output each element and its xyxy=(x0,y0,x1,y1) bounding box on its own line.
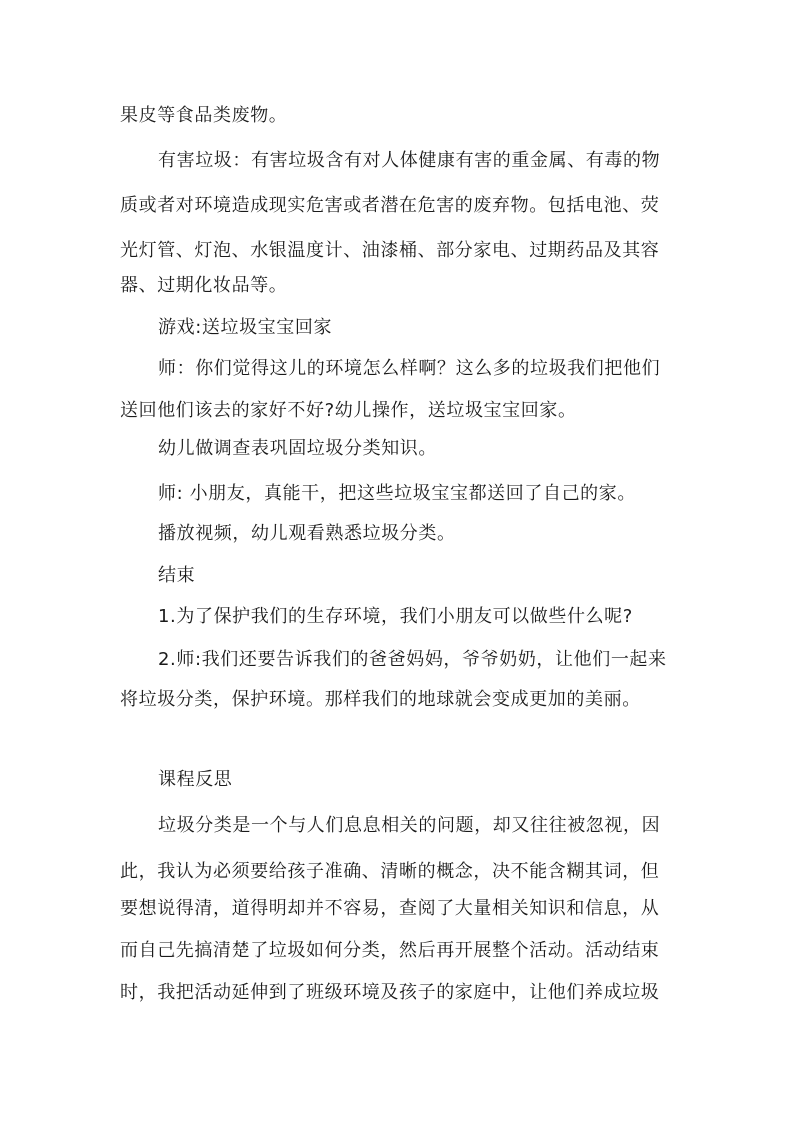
section-heading: 课程反思 xyxy=(158,769,233,790)
text-line: 时，我把活动延伸到了班级环境及孩子的家庭中，让他们养成垃圾 xyxy=(120,982,660,1003)
text-line: 光灯管、灯泡、水银温度计、油漆桶、部分家电、过期药品及其容 xyxy=(120,240,660,261)
list-item: 1.为了保护我们的生存环境，我们小朋友可以做些什么呢? xyxy=(158,606,633,627)
text-line: 师: 小朋友，真能干，把这些垃圾宝宝都送回了自己的家。 xyxy=(158,483,636,504)
text-line: 果皮等食品类废物。 xyxy=(120,105,288,126)
text-line: 将垃圾分类，保护环境。那样我们的地球就会变成更加的美丽。 xyxy=(120,689,641,710)
section-heading: 游戏:送垃圾宝宝回家 xyxy=(158,317,333,338)
text-line: 器、过期化妆品等。 xyxy=(120,275,288,296)
text-line: 师：你们觉得这儿的环境怎么样啊？这么多的垃圾我们把他们 xyxy=(158,358,661,379)
text-line: 此，我认为必须要给孩子准确、清晰的概念，决不能含糊其词，但 xyxy=(120,861,660,882)
text-line: 送回他们该去的家好不好?幼儿操作，送垃圾宝宝回家。 xyxy=(120,400,577,421)
text-line: 幼儿做调查表巩固垃圾分类知识。 xyxy=(158,438,437,459)
text-line: 而自己先搞清楚了垃圾如何分类，然后再开展整个活动。活动结束 xyxy=(120,940,660,961)
section-heading: 结束 xyxy=(158,565,196,586)
text-line: 质或者对环境造成现实危害或者潜在危害的废弃物。包括电池、荧 xyxy=(120,195,660,216)
text-line: 垃圾分类是一个与人们息息相关的问题，却又往往被忽视，因 xyxy=(158,815,661,836)
text-line: 有害垃圾：有害垃圾含有对人体健康有害的重金属、有毒的物 xyxy=(158,150,661,171)
list-item: 2.师:我们还要告诉我们的爸爸妈妈，爷爷奶奶，让他们一起来 xyxy=(158,649,667,670)
text-line: 播放视频，幼儿观看熟悉垃圾分类。 xyxy=(158,523,456,544)
text-line: 要想说得清，道得明却并不容易，查阅了大量相关知识和信息，从 xyxy=(120,898,660,919)
